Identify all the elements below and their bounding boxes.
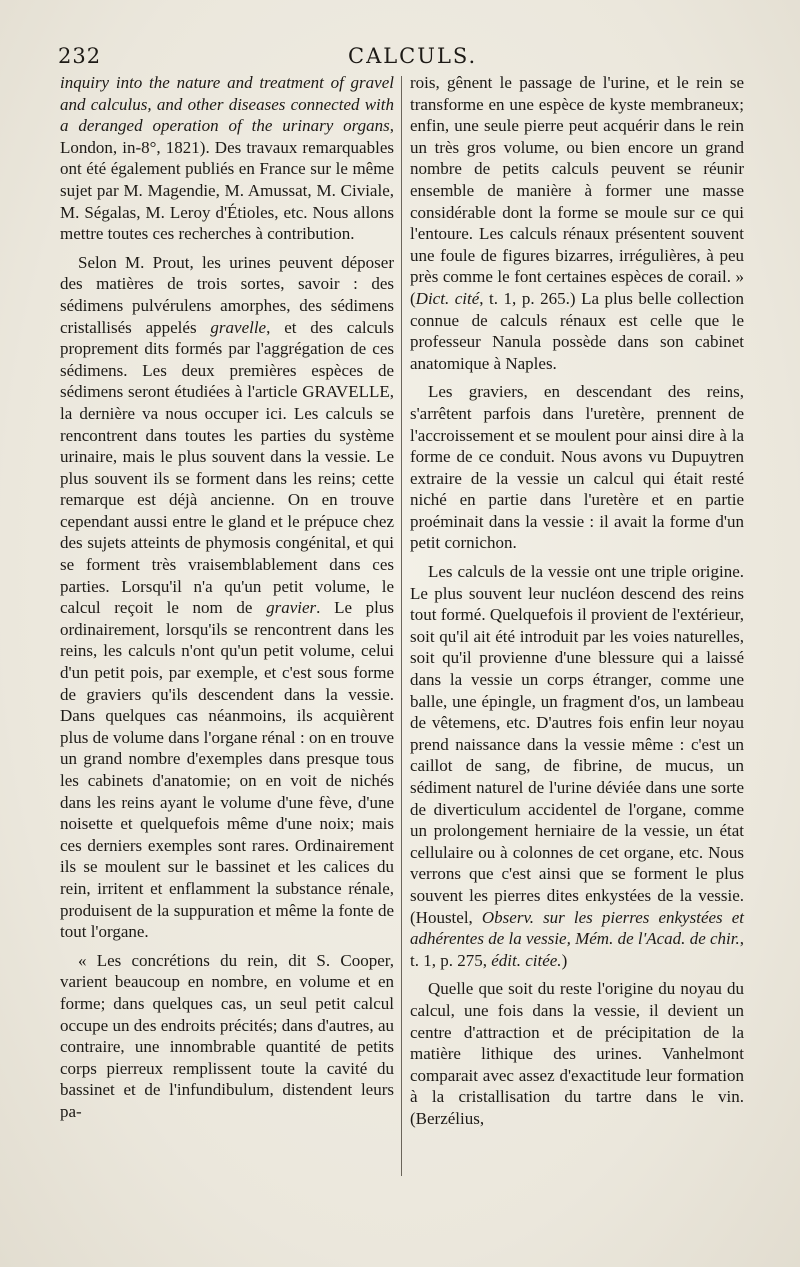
body-text: Les calculs de la vessie ont une triple origine. Le plus souvent leur nucléon descend des reins tout formé. Quelquefois il provient de l'extérieur, soit qu'il ait été introduit par les voies naturelles, soit qu'il provienne d'une blessure qui a laissé dans la vessie un corps étranger, comme une balle, une épingle, un fragment d'os, un lambeau de vêtemens, etc. D'autres fois enfin leur noyau prend naissance dans la vessie même : c'est un caillot de sang, de fibrine, de mucus, un sédiment naturel de l'urine déviée dans une sorte de diverticulum accidentel de l'organe, comme un prolongement herniaire de la vessie, un état cellulaire ou à colonnes de cet organe, etc. Nous verrons que c'est ainsi que se forment le plus souvent les pierres dites enkystées de la vessie. (Houstel, <box>410 562 744 927</box>
body-text: « Les concrétions du rein, dit S. Cooper, varient beaucoup en nombre, en volume et en forme; dans quelques cas, un seul petit calcul occupe un des endroits précités; dans d'autres, au contraire, une innombrable quantité de petits corps pierreux remplissent toute la cavité du bassinet et de l'infundibulum, distendent leurs pa- <box>60 950 394 1121</box>
page-header <box>58 44 760 72</box>
italic-text: Dict. cité <box>415 288 480 308</box>
body-text: Selon M. Prout, les urines peuvent déposer des matières de trois sortes, savoir : des sédimens pulvérulens amorphes, des sédimens cristallisés appelés <box>60 252 394 337</box>
italic-text: inquiry into the nature and treatment of gravel and calculus, and other diseases connected with a deranged operation of the urinary organs <box>60 73 394 136</box>
paragraph <box>60 950 394 1123</box>
body-text: , t. 1, p. 275, <box>410 929 744 970</box>
body-text: , t. 1, p. 265.) La plus belle collection connue de calculs rénaux est celle que le professeur Nanula possède dans son cabinet anatomique à Naples. <box>410 288 744 373</box>
paragraph <box>60 72 394 245</box>
body-text: , London, in-8°, 1821). Des travaux remarquables ont été également publiés en France sur le même sujet par M. Magendie, M. Amussat, M. Civiale, M. Ségalas, M. Leroy d'Étioles, etc. Nous allons mettre toutes ces recherches à contribution. <box>60 116 394 244</box>
italic-text: gravier <box>266 598 317 618</box>
right-column <box>410 72 744 1130</box>
body-text: , et des calculs proprement dits formés par l'aggrégation de ces sédimens. Les deux premières espèces de sédimens seront étudiées à l'article GRAVELLE, la dernière va nous occuper ici. Les calculs se rencontrent dans toutes les parties du système urinaire, mais le plus souvent dans la vessie. Le plus souvent ils se forment dans les reins; cette remarque est déjà ancienne. On en trouve cependant aussi entre le gland et le prépuce chez des sujets atteints de phymosis congénital, et qui se forment très vraisemblablement dans ces parties. Lorsqu'il n'a qu'un petit volume, le calcul reçoit le nom de <box>60 317 394 618</box>
italic-text: édit. citée. <box>491 950 562 970</box>
italic-text: Observ. sur les pierres enkystées et adhérentes de la vessie, Mém. de l'Acad. de chir. <box>410 907 745 949</box>
paragraph <box>410 561 744 971</box>
paragraph <box>410 72 744 374</box>
body-text: rois, gênent le passage de l'urine, et le rein se transforme en une espèce de kyste membraneux; enfin, une seule pierre peut acquérir dans le rein un très gros volume, ou bien encore un grand nombre de petits calculs peuvent se réunir ensemble de manière à former une masse considérable dont la forme se moule sur ce qui l'entoure. Les calculs rénaux présentent souvent une foule de figures bizarres, irrégulières, à peu près comme le font certaines espèces de corail. » ( <box>410 73 744 308</box>
body-text: Les graviers, en descendant des reins, s'arrêtent parfois dans l'uretère, prennent de l'accroissement et se moulent pour ainsi dire à la forme de ce conduit. Nous avons vu Dupuytren extraire de la vessie un calcul qui était resté niché en partie dans l'uretère et en partie proéminait dans la vessie : il avait la forme d'un petit cornichon. <box>410 382 744 553</box>
left-column <box>60 72 394 1123</box>
running-title: CALCULS. <box>348 44 478 68</box>
page-number: 232 <box>58 44 102 68</box>
italic-text: gravelle <box>210 317 267 337</box>
column-divider <box>401 76 402 1176</box>
paragraph <box>60 252 394 943</box>
body-text: ) <box>561 950 568 970</box>
paragraph <box>410 978 744 1129</box>
paragraph <box>410 381 744 554</box>
body-text: Quelle que soit du reste l'origine du noyau du calcul, une fois dans la vessie, il devient un centre d'attraction et de précipitation de la matière lithique des urines. Vanhelmont comparait avec assez d'exactitude leur formation à la cristallisation du tartre dans le vin. (Berzélius, <box>410 979 744 1128</box>
body-text: . Le plus ordinairement, lorsqu'ils se rencontrent dans les reins, les calculs n'ont qu'un petit volume, celui d'un petit pois, par exemple, et c'est sous forme de graviers qu'ils descendent dans la vessie. Dans quelques cas néanmoins, ils acquièrent plus de volume dans l'organe rénal : on en trouve un grand nombre d'exemples dans presque tous les cabinets d'anatomie; on en voit de nichés dans les reins ayant le volume d'une fève, d'une noisette et quelquefois même d'une noix; mais ces derniers exemples sont rares. Ordinairement ils se moulent sur le bassinet et les calices du rein, irritent et enflamment la substance rénale, produisent de la suppuration et même la fonte de tout l'organe. <box>60 598 394 942</box>
